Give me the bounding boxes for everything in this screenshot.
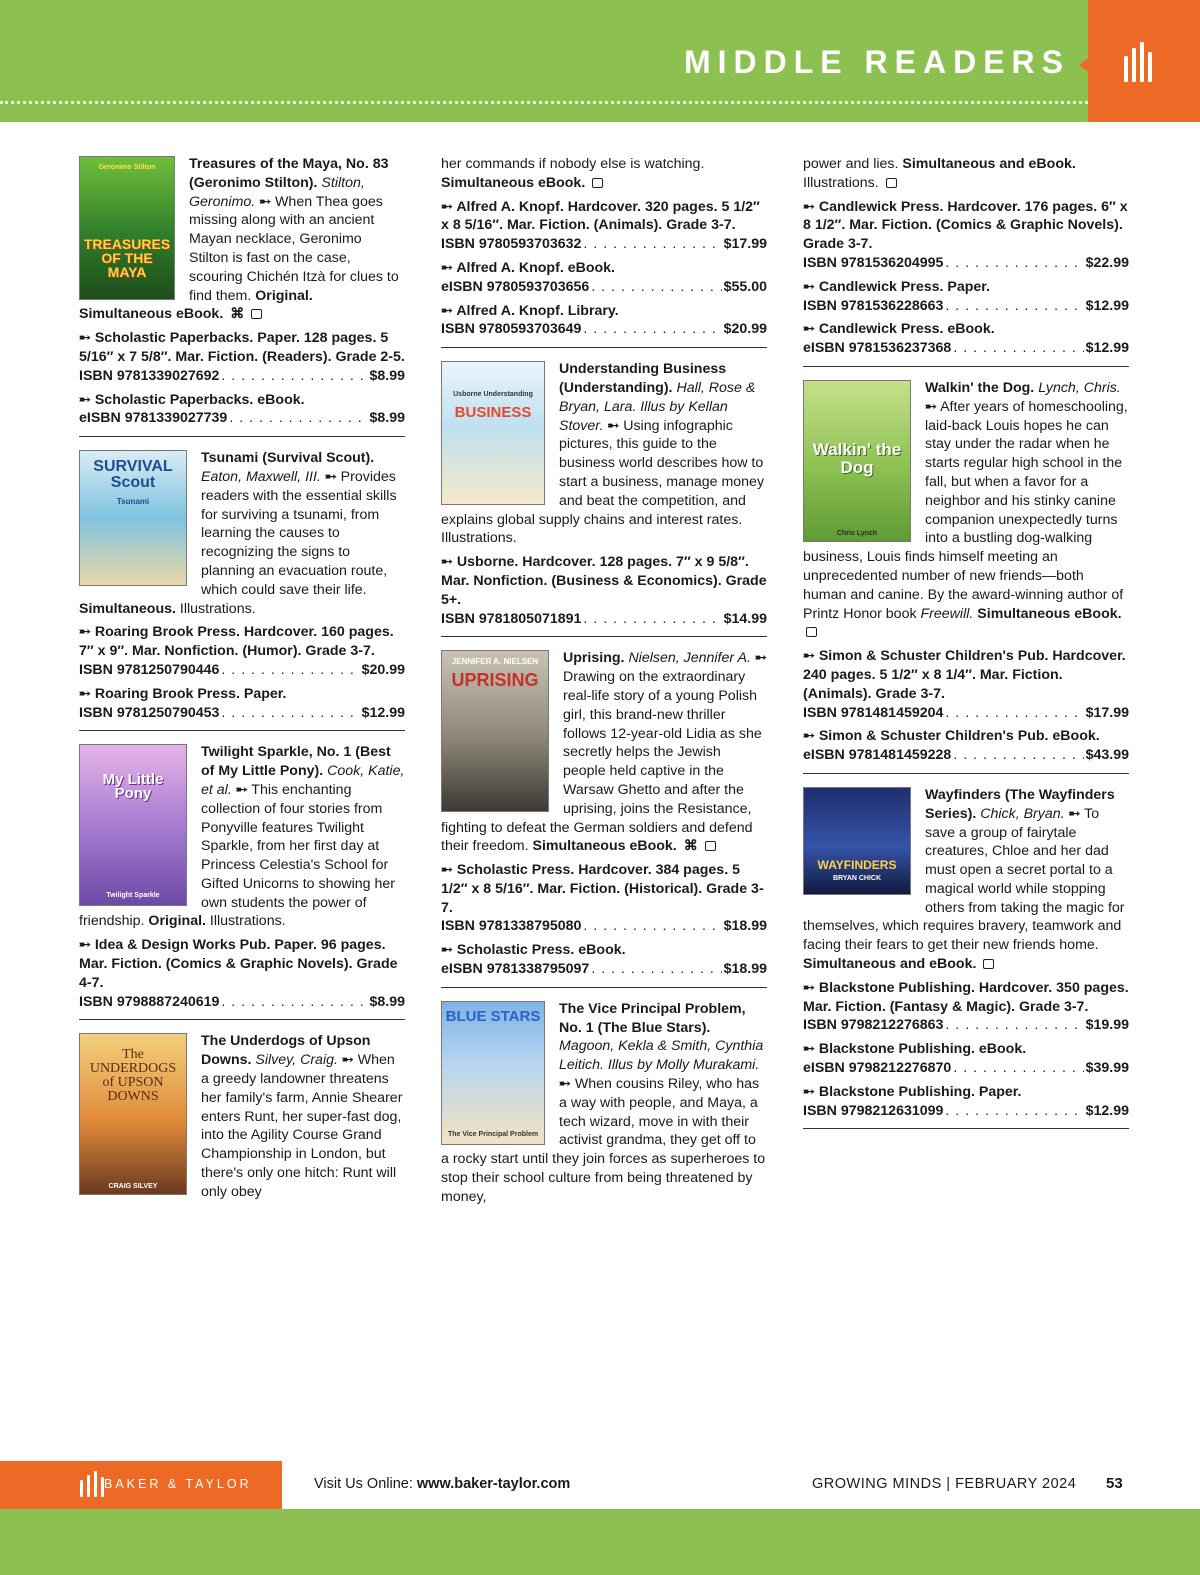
cover-author: Chris Lynch [836,529,878,537]
isbn-price-line [803,339,1129,358]
baker-taylor-logo-icon [80,1471,104,1497]
arrow-icon: ➸ [803,979,815,996]
book-description: Drawing on the extraordinary real-life story of a young Polish girl, this brand-new thriller follows 12-year-old Lidia as she secretly helps the Jewish people held captive in the Warsaw Ghetto and after the uprising, joins the Resistance, fighting to defeat the German soldiers and defend their freedom. [441,669,762,855]
format-line: ➸ Scholastic Paperbacks. Paper. 128 pages. 5 5/16″ x 7 5/8″. Mar. Fiction. (Readers). Grade 2-5. [79,330,405,365]
isbn: ISBN 9781805071891 [441,610,582,627]
book-entry-twilight-sparkle [79,743,405,1020]
price: $18.99 [723,961,767,978]
command-icon: ⌘ [230,306,245,323]
original-label: Original. [255,287,313,304]
ebook-icon [592,178,603,188]
column-1 [79,155,405,1222]
arrow-icon: ➸ [754,650,767,667]
format-line: ➸ Alfred A. Knopf. Library. [441,302,619,319]
format-line: ➸ Scholastic Paperbacks. eBook. [79,391,305,408]
price: $8.99 [369,993,405,1010]
arrow-icon: ➸ [441,302,453,319]
arrow-icon: ➸ [441,554,453,571]
isbn-price-line [803,254,1129,273]
footer-visit [314,1476,570,1492]
isbn-price-line [803,1059,1129,1078]
arrow-icon: ➸ [324,468,337,485]
cover-title: My Little Pony [102,771,164,803]
arrow-icon: ➸ [79,685,91,702]
tab-notch [1079,58,1088,72]
format-line: ➸ Blackstone Publishing. Paper. [803,1083,1022,1100]
book-cover-image [79,156,175,300]
simultaneous-label: Simultaneous and eBook. [803,956,977,973]
book-description: When Thea goes missing along with an ancient Mayan necklace, Geronimo Stilton is fast on the case, scouring Chichén Itzà for clues to find them. [189,193,399,304]
book-description: Using infographic pictures, this guide to the business world describes how to start a business, manage money and beat the competition, and explains global supply chains and interest rates. [441,417,765,528]
cover-title: The UNDERDOGS of UPSON DOWNS [89,1047,177,1105]
book-cover-image [79,1033,187,1195]
isbn: eISBN 9780593703656 [441,278,590,295]
format-line: ➸ Candlewick Press. Paper. [803,278,990,295]
price: $12.99 [361,704,405,721]
book-description: This enchanting collection of four stories from Ponyville features Twilight Sparkle, from her first day at Princess Celestia's School for Gifted Unicorns to showing her own students the power of friendship. [79,781,395,930]
book-author: Eaton, Maxwell, III. [201,468,321,485]
isbn: ISBN 9781339027692 [79,367,220,384]
arrow-icon: ➸ [79,937,91,954]
price: $14.99 [723,610,767,627]
book-entry-walkin-the-dog [803,379,1129,774]
book-author: Cook, Katie, et al. [201,763,405,798]
format-line: ➸ Candlewick Press. Hardcover. 176 pages. 6″ x 8 1/2″. Mar. Fiction. (Comics & Graphic Novels). Grade 3-7. [803,198,1128,253]
isbn-price-line [441,278,767,297]
cover-title: UPRISING [451,670,539,691]
price: $17.99 [723,236,767,253]
ebook-icon [251,309,262,319]
format-line: ➸ Simon & Schuster Children's Pub. Hardcover. 240 pages. 5 1/2″ x 8 1/4″. Mar. Fiction. (Animals). Grade 3-7. [803,648,1126,702]
isbn: ISBN 9780593703632 [441,236,582,253]
arrow-icon: ➸ [803,1041,815,1058]
book-description: Provides readers with the essential skills for surviving a tsunami, from learning the causes to recognizing the signs to planning an evacuation route, which could save their life. [201,468,397,598]
isbn: ISBN 9798887240619 [79,993,220,1010]
bottom-green-bar [0,1509,1200,1575]
arrow-icon: ➸ [559,1076,571,1093]
isbn: ISBN 9780593703649 [441,321,582,338]
arrow-icon: ➸ [803,198,815,215]
simultaneous-label: Simultaneous eBook. [977,605,1122,622]
book-author: Silvey, Craig. [255,1052,338,1069]
isbn-price-line [79,409,405,428]
isbn-price-line [803,704,1129,723]
extra-note: Illustrations. [209,913,286,930]
extra-note: Illustrations. [441,530,517,547]
isbn-price-line [803,1016,1129,1035]
cover-author: Usborne Understanding [453,391,533,399]
book-reference: Freewill. [920,605,974,622]
isbn: ISBN 9781338795080 [441,918,582,935]
format-line: ➸ Roaring Brook Press. Hardcover. 160 pages. 7″ x 9″. Mar. Nonfiction. (Humor). Grade 3-7. [79,624,394,660]
column-3 [803,155,1129,1141]
cover-author: Tsunami [116,497,150,507]
baker-taylor-logo-icon [1124,42,1152,82]
extra-note: Illustrations. [179,600,256,617]
cover-title: BLUE STARS [445,1007,541,1025]
arrow-icon: ➸ [235,781,248,798]
price: $55.00 [723,278,767,295]
format-line: ➸ Blackstone Publishing. eBook. [803,1041,1027,1058]
cover-author: Geronimo Stilton [98,164,156,171]
extra-note: Illustrations. [803,174,879,191]
book-description: power and lies. [803,156,899,172]
price: $12.99 [1085,297,1129,314]
book-title: The Underdogs of Upson Downs. [201,1033,371,1069]
price: $18.99 [723,918,767,935]
isbn: ISBN 9781250790446 [79,661,220,678]
isbn-price-line [803,297,1129,316]
book-entry-underdogs-continued [441,155,767,348]
arrow-icon: ➸ [803,1083,815,1100]
book-title: Understanding Business (Understanding). [559,361,727,396]
price: $12.99 [1085,1102,1129,1119]
isbn: ISBN 9781481459204 [803,704,944,721]
isbn: ISBN 9781250790453 [79,704,220,721]
ebook-icon [705,841,716,851]
page-number: 53 [1106,1475,1123,1492]
page-footer [0,1461,1200,1509]
book-entry-understanding-business [441,360,767,637]
column-2 [441,155,767,1227]
arrow-icon: ➸ [441,942,453,959]
price: $17.99 [1085,704,1129,721]
cover-author: BRYAN CHICK [832,874,882,882]
price: $22.99 [1085,254,1129,271]
simultaneous-label: Simultaneous and eBook. [902,156,1076,172]
book-entry-vice-principal-problem [441,1000,767,1215]
book-author: Stilton, Geronimo. [189,174,365,210]
book-cover-image [441,1001,545,1145]
simultaneous-label: Simultaneous eBook. [441,174,586,191]
book-entry-tsunami [79,449,405,731]
book-entry-uprising [441,649,767,988]
arrow-icon: ➸ [79,624,91,641]
arrow-icon: ➸ [803,321,815,338]
book-title: Treasures of the Maya, No. 83 (Geronimo Stilton). [189,156,389,191]
footer-brand-name: BAKER & TAYLOR [104,1477,252,1491]
header-dotted-line [0,101,1088,104]
page-header [0,0,1200,122]
arrow-icon: ➸ [925,398,937,415]
isbn: eISBN 9781536237368 [803,340,952,357]
isbn-price-line [803,746,1129,765]
book-cover-image [441,361,545,505]
book-title: Wayfinders (The Wayfinders Series). [925,786,1115,822]
isbn-price-line [79,704,405,723]
publication-name: GROWING MINDS | FEBRUARY 2024 [812,1476,1077,1492]
website-link[interactable]: www.baker-taylor.com [416,1476,571,1492]
book-entry-wayfinders [803,786,1129,1130]
isbn: eISBN 9781338795097 [441,961,590,978]
book-description: To save a group of fairytale creatures, Chloe and her dad must open a secret portal to a magical world while stopping others from taking the magic for themselves, which requires bravery, teamwork and facing their fears to get their new friends home. [803,805,1125,954]
book-title: Uprising. [563,650,625,667]
isbn: ISBN 9798212276863 [803,1017,944,1034]
format-line: ➸ Scholastic Press. eBook. [441,942,626,959]
price: $20.99 [361,661,405,678]
format-line: ➸ Alfred A. Knopf. eBook. [441,259,616,276]
isbn-price-line [803,1102,1129,1121]
arrow-icon: ➸ [79,391,91,408]
isbn-price-line [79,367,405,386]
book-title: Twilight Sparkle, No. 1 (Best of My Little Pony). [201,744,391,780]
arrow-icon: ➸ [441,259,453,276]
book-cover-image [803,380,911,542]
visit-label: Visit Us Online: [314,1476,413,1492]
book-author: Lynch, Chris. [1038,379,1121,396]
book-description: When cousins Riley, who has a way with people, and Maya, a tech wizard, move in with their activist grandma, they get off to a rocky start until they join forces as superheroes to stop their school culture from being threatened by money, [441,1076,766,1205]
arrow-icon: ➸ [79,330,91,347]
header-logo-tab [1088,0,1200,122]
footer-brand-block [0,1461,282,1509]
book-description: her commands if nobody else is watching. [441,156,705,172]
book-description: When a greedy landowner threatens her family's farm, Annie Shearer enters Runt, her super-fast dog, into the Agility Course Grand Championship in London, but there's only one hitch: Runt will only obey [201,1052,403,1200]
format-line: ➸ Roaring Brook Press. Paper. [79,685,287,702]
price: $19.99 [1085,1017,1129,1034]
isbn: ISBN 9781536204995 [803,254,944,271]
arrow-icon: ➸ [259,193,272,210]
isbn: ISBN 9798212631099 [803,1102,944,1119]
format-line: ➸ Idea & Design Works Pub. Paper. 96 pages. Mar. Fiction. (Comics & Graphic Novels). Grade 4-7. [79,937,398,991]
cover-title: Walkin' the Dog [812,439,902,477]
book-title: Walkin' the Dog. [925,379,1035,396]
isbn-price-line [79,993,405,1012]
format-line: ➸ Alfred A. Knopf. Hardcover. 320 pages. 5 1/2″ x 8 5/16″. Mar. Fiction. (Animals). Grade 3-7. [441,198,760,234]
cover-title: SURVIVAL Scout [93,458,173,492]
book-entry-treasures-of-the-maya [79,155,405,437]
isbn-price-line [441,610,767,629]
book-author: Chick, Bryan. [980,805,1065,822]
isbn: eISBN 9781481459228 [803,747,952,764]
ebook-icon [806,627,817,637]
price: $43.99 [1085,747,1129,764]
ebook-icon [983,959,994,969]
isbn: eISBN 9781339027739 [79,410,228,427]
arrow-icon: ➸ [1068,805,1081,822]
cover-title: TREASURES OF THE MAYA [83,236,171,280]
original-label: Original. [148,913,206,930]
cover-title: BUSINESS [454,404,532,422]
format-line: ➸ Scholastic Press. Hardcover. 384 pages. 5 1/2″ x 8 5/16″. Mar. Fiction. (Historical). Grade 3-7. [441,862,764,916]
isbn: eISBN 9798212276870 [803,1060,952,1077]
arrow-icon: ➸ [803,648,815,665]
book-author: Magoon, Kekla & Smith, Cynthia Leitich. Illus by Molly Murakami. [559,1038,764,1074]
format-line: ➸ Candlewick Press. eBook. [803,321,995,338]
arrow-icon: ➸ [441,862,453,879]
cover-title: WAYFINDERS [817,857,897,872]
command-icon: ⌘ [683,838,698,855]
book-cover-image [79,744,187,906]
section-title: MIDDLE READERS [683,44,1070,80]
arrow-icon: ➸ [341,1052,354,1069]
isbn: ISBN 9781536228663 [803,297,944,314]
price: $8.99 [369,410,405,427]
format-line: ➸ Simon & Schuster Children's Pub. eBook. [803,728,1100,745]
isbn-price-line [441,320,767,339]
book-cover-image [803,787,911,895]
simultaneous-label: Simultaneous. [79,600,176,617]
arrow-icon: ➸ [607,417,620,434]
simultaneous-label: Simultaneous eBook. [79,306,224,323]
price: $12.99 [1085,340,1129,357]
book-title: Tsunami (Survival Scout). [201,450,375,467]
cover-author: CRAIG SILVEY [108,1183,158,1191]
ebook-icon [886,178,897,188]
cover-author: JENNIFER A. NIELSEN [451,657,539,667]
isbn-price-line [79,661,405,680]
price: $8.99 [369,367,405,384]
book-entry-underdogs-of-upson-downs [79,1032,405,1209]
book-cover-image [441,650,549,812]
book-title: The Vice Principal Problem, No. 1 (The Blue Stars). [559,1000,746,1036]
simultaneous-label: Simultaneous eBook. [532,838,677,855]
format-line: ➸ Usborne. Hardcover. 128 pages. 7″ x 9 5/8″. Mar. Nonfiction. (Business & Economics). Grade 5+. [441,554,767,608]
price: $20.99 [723,321,767,338]
book-entry-vice-principal-continued [803,155,1129,367]
isbn-price-line [441,960,767,979]
book-author: Nielsen, Jennifer A. [628,650,751,667]
arrow-icon: ➸ [803,278,815,295]
isbn-price-line [441,917,767,936]
isbn-price-line [441,235,767,254]
cover-author: The Vice Principal Problem [447,1130,539,1138]
format-line: ➸ Blackstone Publishing. Hardcover. 350 pages. Mar. Fiction. (Fantasy & Magic). Grade 3-7. [803,979,1129,1015]
cover-author: Twilight Sparkle [106,892,160,900]
book-cover-image [79,450,187,586]
book-author: Hall, Rose & Bryan, Lara. Illus by Kellan Stover. [559,379,756,434]
book-description: After years of homeschooling, laid-back Louis hopes he can stay under the radar when he starts regular high school in the fall, but when a favor for a neighbor and his stinky canine companion unexpectedly turns into a bustling dog-walking business, Louis finds himself meeting an unprecedented number of new friends—both human and canine. By the award-winning author of Printz Honor book [803,398,1128,622]
arrow-icon: ➸ [803,728,815,745]
price: $39.99 [1085,1060,1129,1077]
arrow-icon: ➸ [441,198,453,215]
